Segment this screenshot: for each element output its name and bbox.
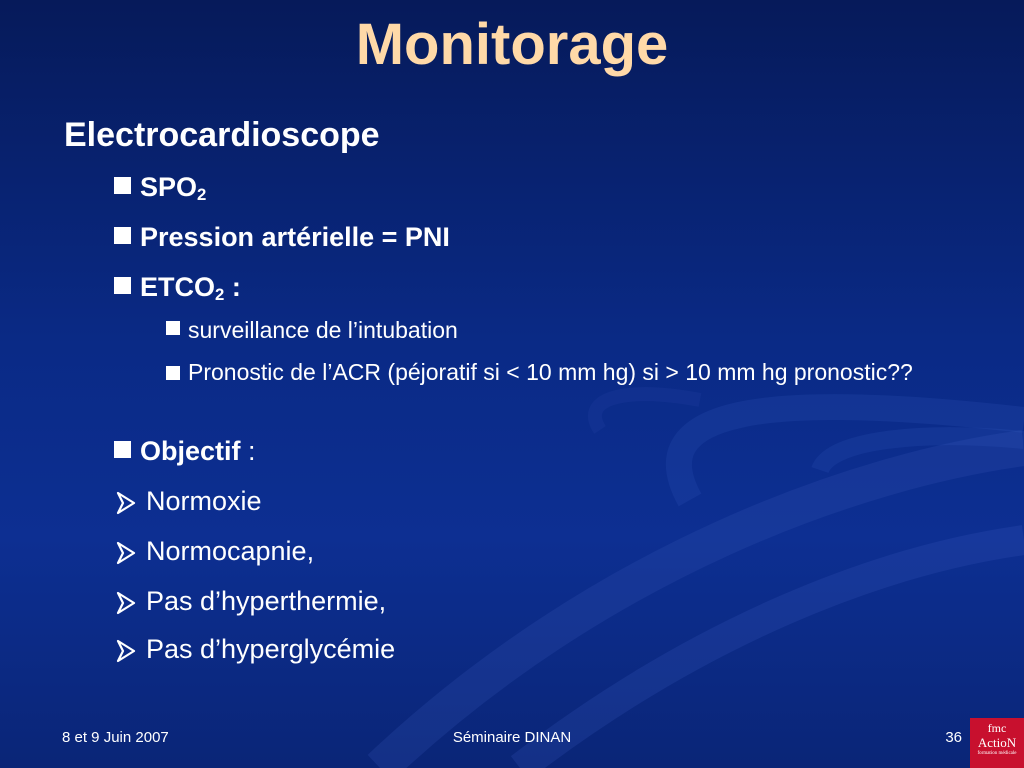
fmc-action-logo: fmc ActioN formation médicale — [970, 718, 1024, 768]
bullet-objectif: Objectif : — [114, 434, 256, 468]
arrow-bullet-icon — [114, 638, 140, 664]
square-bullet-icon — [114, 177, 131, 194]
small-square-bullet-icon — [166, 366, 180, 380]
square-bullet-icon — [114, 441, 131, 458]
goal-hyperglycemie: Pas d’hyperglycémie — [114, 632, 395, 666]
square-bullet-icon — [114, 277, 131, 294]
footer-date: 8 et 9 Juin 2007 — [62, 729, 169, 746]
arrow-bullet-icon — [114, 540, 140, 566]
sub-bullet-pronostic: Pronostic de l’ACR (péjoratif si < 10 mm hg) si > 10 mm hg pronostic?? — [166, 357, 1006, 387]
section-heading: Electrocardioscope — [64, 116, 380, 154]
square-bullet-icon — [114, 227, 131, 244]
page-number: 36 — [945, 729, 962, 746]
bullet-spo2: $SPO_2$ — [114, 170, 206, 204]
footer-event: Séminaire DINAN — [452, 729, 572, 746]
arrow-bullet-icon — [114, 590, 140, 616]
goal-normocapnie: Normocapnie, — [114, 534, 314, 568]
goal-hyperthermie: Pas d’hyperthermie, — [114, 584, 386, 618]
bullet-etco2: $ETCO_2$ : — [114, 270, 241, 304]
arrow-bullet-icon — [114, 490, 140, 516]
small-square-bullet-icon — [166, 321, 180, 335]
sub-bullet-intubation: surveillance de l’intubation — [166, 315, 458, 345]
goal-normoxie: Normoxie — [114, 484, 262, 518]
bullet-pression: Pression artérielle = PNI — [114, 220, 450, 254]
slide-title: Monitorage — [355, 12, 669, 77]
